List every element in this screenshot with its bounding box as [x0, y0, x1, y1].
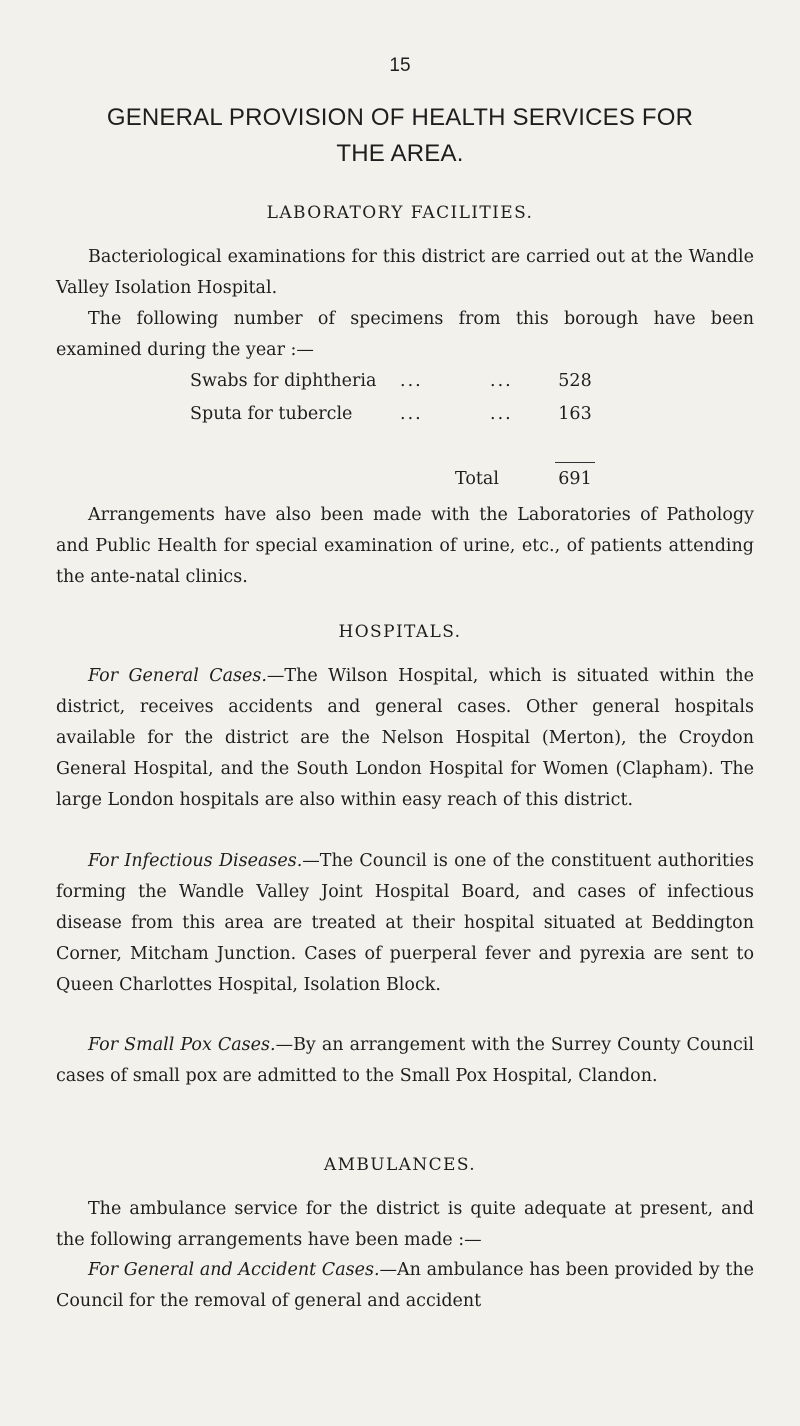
small-pox-text: —By an arrangement with the Surrey County Council cases of small pox are admitted to the Small Pox Hospital, Clandon. [56, 1035, 754, 1086]
specimen-count: 528 [558, 371, 592, 391]
laboratory-heading: LABORATORY FACILITIES. [266, 203, 534, 223]
page-number: 15 [389, 55, 411, 76]
accident-cases-paragraph [56, 1255, 754, 1317]
laboratory-paragraph-2: The following number of specimens from this borough have been examined during the year :— [56, 309, 754, 360]
total-label: Total [455, 469, 499, 489]
specimen-count: 163 [558, 404, 592, 424]
ambulances-paragraph-1: The ambulance service for the district is quite adequate at present, and the following arrangements have been made :— [56, 1199, 754, 1250]
accident-cases-text: —An ambulance has been provided by the Council for the removal of general and accident [56, 1260, 754, 1311]
small-pox-paragraph [56, 1030, 754, 1092]
specimen-label: Sputa for tubercle [190, 404, 353, 424]
general-cases-text: —The Wilson Hospital, which is situated within the district, receives accidents and general cases. Other general hospitals available for the district are the Nelson Hospital (Merton), the Croydon General Hospital, and the South London Hospital for Women (Clapham). The large London hospitals are also within easy reach of this district. [56, 666, 754, 810]
page-title-line-1: GENERAL PROVISION OF HEALTH SERVICES FOR [106, 104, 694, 131]
infectious-diseases-lead: For Infectious Diseases. [88, 851, 303, 871]
accident-cases-lead: For General and Accident Cases. [88, 1260, 380, 1280]
page-title-line-2: THE AREA. [336, 140, 464, 167]
specimen-label: Swabs for diphtheria [190, 371, 377, 391]
leader-dots: ... [490, 404, 513, 424]
hospitals-heading: HOSPITALS. [338, 622, 462, 642]
general-cases-lead: For General Cases. [88, 666, 267, 686]
leader-dots: ... [490, 371, 513, 391]
general-cases-paragraph [56, 661, 754, 816]
leader-dots: ... [400, 404, 423, 424]
laboratory-paragraph-1: Bacteriological examinations for this district are carried out at the Wandle Valley Isolation Hospital. [56, 247, 754, 298]
laboratory-paragraph-3: Arrangements have also been made with the Laboratories of Pathology and Public Health for special examination of urine, etc., of patients attending the ante-natal clinics. [56, 505, 754, 587]
infectious-diseases-paragraph [56, 846, 754, 1001]
total-count: 691 [558, 469, 592, 489]
infectious-diseases-text: —The Council is one of the constituent authorities forming the Wandle Valley Joint Hospital Board, and cases of infectious disease from this area are treated at their hospital situated at Beddington Corner, Mitcham Junction. Cases of puerperal fever and pyrexia are sent to Queen Charlottes Hospital, Isolation Block. [56, 851, 754, 995]
leader-dots: ... [400, 371, 423, 391]
total-rule [555, 462, 595, 463]
ambulances-heading: AMBULANCES. [323, 1155, 477, 1175]
small-pox-lead: For Small Pox Cases. [88, 1035, 276, 1055]
